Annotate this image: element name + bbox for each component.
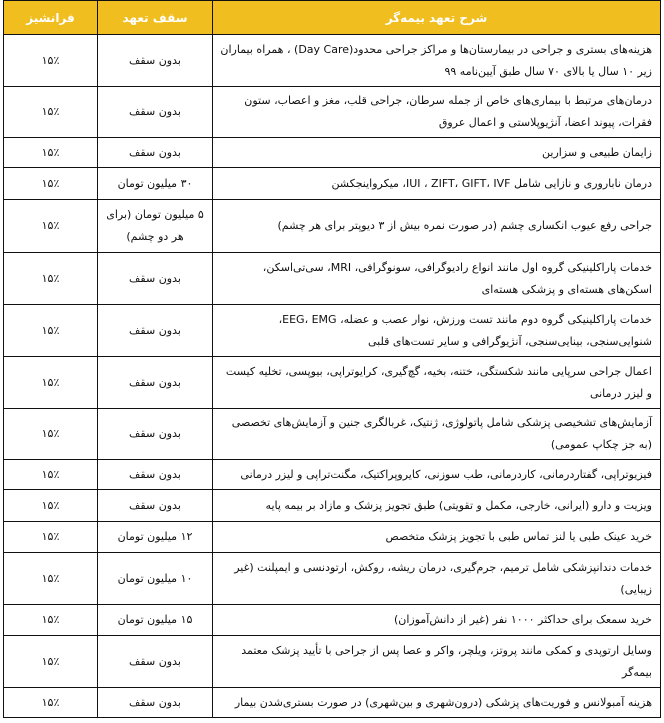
- table-row: [4, 168, 661, 200]
- coverage-franchise: ۱۵٪: [4, 200, 98, 253]
- table-row: [4, 605, 661, 636]
- coverage-description: وسایل ارتوپدی و کمکی مانند پروتز، ویلچر، واکر و عصا پس از جراحی با تأیید پزشک معتمد بیمه‌گر: [213, 636, 661, 688]
- coverage-ceiling: بدون سقف: [98, 35, 213, 87]
- coverage-ceiling: بدون سقف: [98, 460, 213, 490]
- coverage-description: خدمات پاراکلینیکی گروه اول مانند انواع رادیوگرافی، سونوگرافی، MRI، سی‌تی‌اسکن، اسکن‌های هسته‌ای و پزشکی هسته‌ای: [213, 253, 661, 305]
- coverage-table: [3, 0, 661, 718]
- header-description: شرح تعهد بیمه‌گر: [213, 1, 661, 35]
- table-header-row: [4, 1, 661, 35]
- coverage-description: جراحی رفع عیوب انکساری چشم (در صورت نمره بیش از ۳ دیوپتر برای هر چشم): [213, 200, 661, 253]
- coverage-franchise: ۱۵٪: [4, 605, 98, 636]
- table-body: [4, 35, 661, 718]
- coverage-description: خدمات دندانپزشکی شامل ترمیم، جرم‌گیری، درمان ریشه، روکش، ارتودنسی و ایمپلنت (غیر زیبایی): [213, 553, 661, 605]
- table-row: [4, 409, 661, 460]
- coverage-ceiling: ۱۰ میلیون تومان: [98, 553, 213, 605]
- coverage-ceiling: بدون سقف: [98, 357, 213, 409]
- coverage-description: خرید سمعک برای حداکثر ۱۰۰۰ نفر (غیر از دانش‌آموزان): [213, 605, 661, 636]
- coverage-description: آزمایش‌های تشخیصی پزشکی شامل پاتولوژی، ژنتیک، غربالگری جنین و آزمایش‌های تخصصی (به جز چکاپ عمومی): [213, 409, 661, 460]
- coverage-ceiling: بدون سقف: [98, 490, 213, 522]
- coverage-franchise: ۱۵٪: [4, 553, 98, 605]
- coverage-franchise: ۱۵٪: [4, 138, 98, 168]
- coverage-franchise: ۱۵٪: [4, 688, 98, 718]
- table-row: [4, 253, 661, 305]
- coverage-description: زایمان طبیعی و سزارین: [213, 138, 661, 168]
- coverage-ceiling: بدون سقف: [98, 253, 213, 305]
- table-row: [4, 87, 661, 138]
- coverage-ceiling: بدون سقف: [98, 688, 213, 718]
- coverage-description: ویزیت و دارو (ایرانی، خارجی، مکمل و تقویتی) طبق تجویز پزشک و مازاد بر بیمه پایه: [213, 490, 661, 522]
- table-row: [4, 688, 661, 718]
- coverage-franchise: ۱۵٪: [4, 357, 98, 409]
- table-row: [4, 490, 661, 522]
- table-row: [4, 138, 661, 168]
- coverage-ceiling: بدون سقف: [98, 636, 213, 688]
- coverage-description: درمان ناباروری و نازایی شامل IUI ، ZIFT، GIFT، IVF، میکرواینجکشن: [213, 168, 661, 200]
- coverage-franchise: ۱۵٪: [4, 305, 98, 357]
- table-row: [4, 553, 661, 605]
- table-row: [4, 460, 661, 490]
- coverage-description: فیزیوتراپی، گفتاردرمانی، کاردرمانی، طب سوزنی، کایروپراکتیک، مگنت‌تراپی و لیزر درمانی: [213, 460, 661, 490]
- coverage-ceiling: بدون سقف: [98, 409, 213, 460]
- table-row: [4, 357, 661, 409]
- coverage-franchise: ۱۵٪: [4, 636, 98, 688]
- coverage-description: هزینه‌های بستری و جراحی در بیمارستان‌ها و مراکز جراحی محدود(Day Care) ، همراه بیماران زیر ۱۰ سال یا بالای ۷۰ سال طبق آیین‌نامه ۹۹: [213, 35, 661, 87]
- header-ceiling: سقف تعهد: [98, 1, 213, 35]
- coverage-ceiling: ۵ میلیون تومان (برای هر دو چشم): [98, 200, 213, 253]
- header-franchise: فرانشیز: [4, 1, 98, 35]
- coverage-description: اعمال جراحی سرپایی مانند شکستگی، ختنه، بخیه، گچ‌گیری، کرایوتراپی، بیوپسی، تخلیه کیست و لیزر درمانی: [213, 357, 661, 409]
- coverage-description: خرید عینک طبی یا لنز تماس طبی با تجویز پزشک متخصص: [213, 522, 661, 553]
- coverage-description: خدمات پاراکلینیکی گروه دوم مانند تست ورزش، نوار عصب و عضله، EEG، EMG، شنوایی‌سنجی، بینایی‌سنجی، آنژیوگرافی و سایر تست‌های قلبی: [213, 305, 661, 357]
- coverage-ceiling: ۱۵ میلیون تومان: [98, 605, 213, 636]
- coverage-ceiling: بدون سقف: [98, 138, 213, 168]
- table-row: [4, 522, 661, 553]
- coverage-ceiling: بدون سقف: [98, 305, 213, 357]
- coverage-ceiling: بدون سقف: [98, 87, 213, 138]
- coverage-ceiling: ۱۲ میلیون تومان: [98, 522, 213, 553]
- table-row: [4, 200, 661, 253]
- coverage-franchise: ۱۵٪: [4, 87, 98, 138]
- coverage-franchise: ۱۵٪: [4, 253, 98, 305]
- coverage-description: درمان‌های مرتبط با بیماری‌های خاص از جمله سرطان، جراحی قلب، مغز و اعصاب، ستون فقرات، پیوند اعضا، آنژیوپلاستی و اعمال عروق: [213, 87, 661, 138]
- coverage-franchise: ۱۵٪: [4, 35, 98, 87]
- coverage-ceiling: ۳۰ میلیون تومان: [98, 168, 213, 200]
- coverage-franchise: ۱۵٪: [4, 522, 98, 553]
- coverage-franchise: ۱۵٪: [4, 460, 98, 490]
- table-row: [4, 35, 661, 87]
- table-row: [4, 305, 661, 357]
- coverage-franchise: ۱۵٪: [4, 168, 98, 200]
- table-row: [4, 636, 661, 688]
- coverage-description: هزینه آمبولانس و فوریت‌های پزشکی (درون‌شهری و بین‌شهری) در صورت بستری‌شدن بیمار: [213, 688, 661, 718]
- coverage-franchise: ۱۵٪: [4, 490, 98, 522]
- coverage-franchise: ۱۵٪: [4, 409, 98, 460]
